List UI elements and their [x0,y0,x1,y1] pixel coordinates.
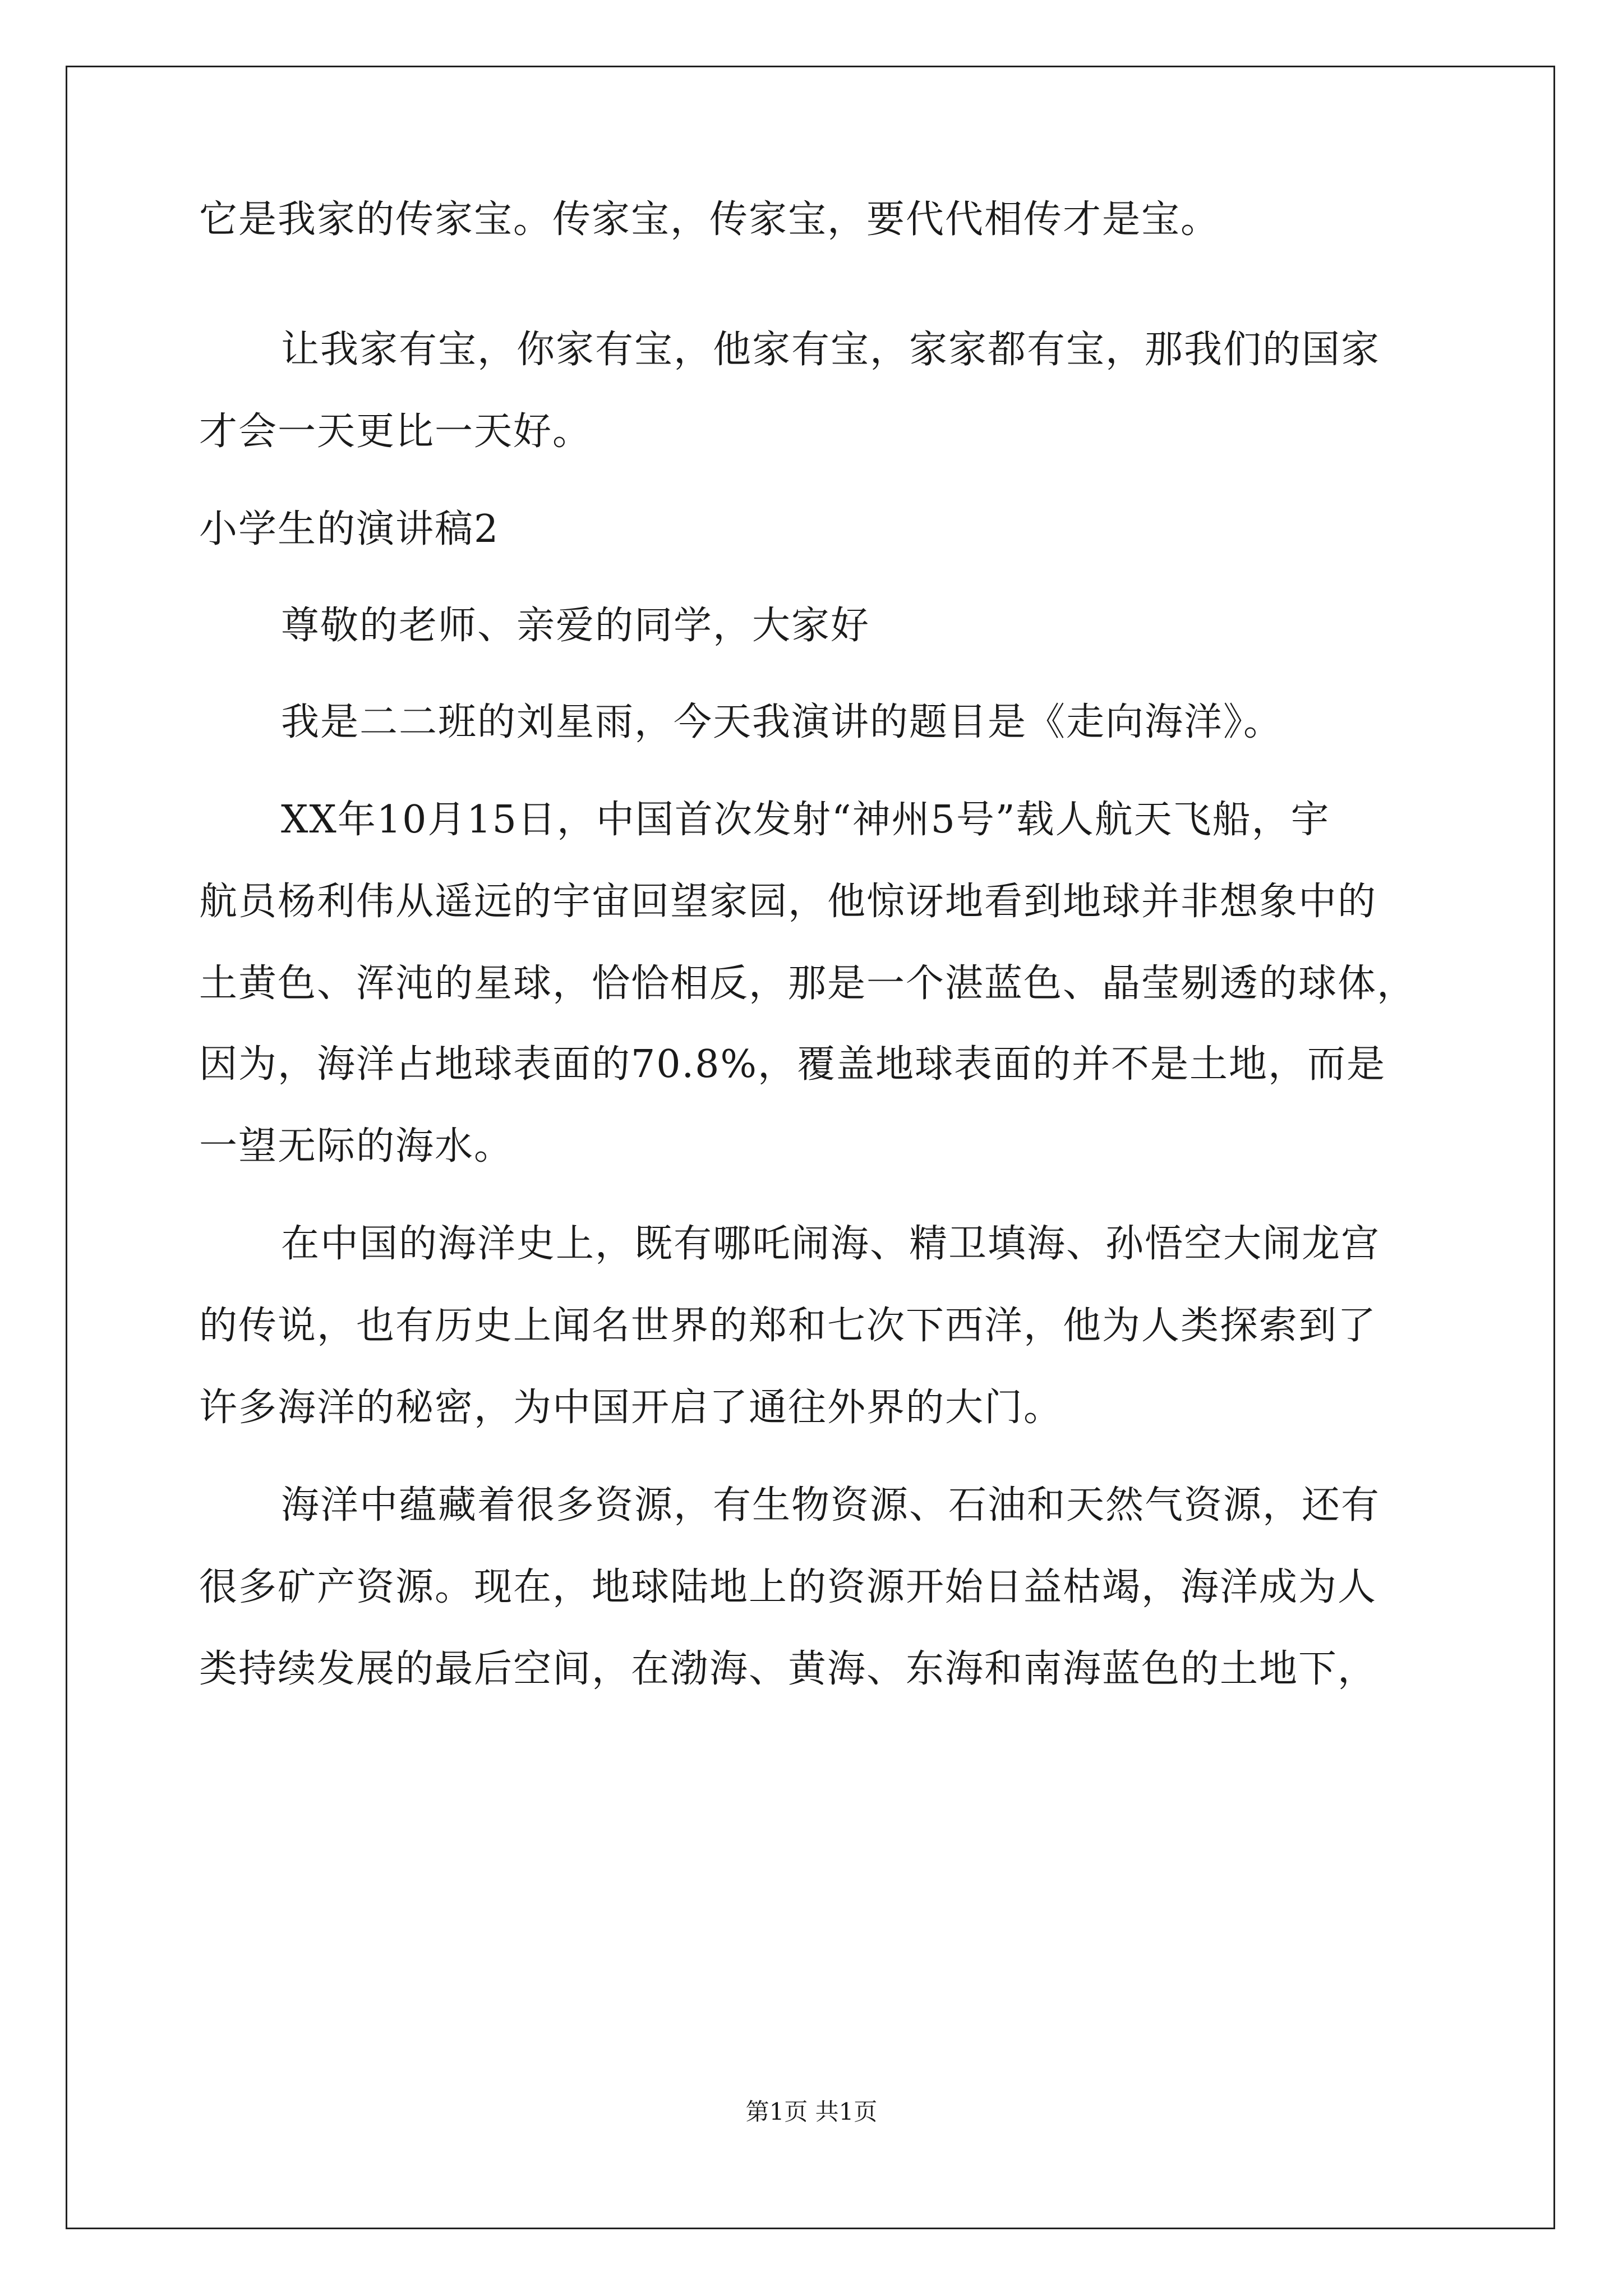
text-line: 很多矿产资源。现在，地球陆地上的资源开始日益枯竭，海洋成为人 [199,1565,1377,1609]
page-footer: 第1页 共1页 [745,2098,878,2125]
text-line: 许多海洋的秘密，为中国开启了通往外界的大门。 [199,1386,1063,1430]
text-line: XX年10月15日，中国首次发射“神州5号”载人航天飞船，宇 [281,798,1330,842]
text-line: 我是二二班的刘星雨，今天我演讲的题目是《走向海洋》。 [281,700,1283,744]
text-line: 的传说，也有历史上闻名世界的郑和七次下西洋，他为人类探索到了 [199,1304,1377,1348]
text-line: 海洋中蕴藏着很多资源，有生物资源、石油和天然气资源，还有 [281,1483,1381,1527]
section-heading: 小学生的演讲稿2 [199,507,500,551]
text-line: 一望无际的海水。 [199,1124,514,1168]
text-line: 因为，海洋占地球表面的70.8%，覆盖地球表面的并不是土地，而是 [199,1042,1386,1087]
text-line: 类持续发展的最后空间，在渤海、黄海、东海和南海蓝色的土地下， [199,1647,1377,1691]
text-line: 在中国的海洋史上，既有哪吒闹海、精卫填海、孙悟空大闹龙宫 [281,1222,1381,1266]
text-line: 它是我家的传家宝。传家宝，传家宝，要代代相传才是宝。 [199,197,1220,242]
text-line: 让我家有宝，你家有宝，他家有宝，家家都有宝，那我们的国家 [281,328,1381,372]
text-line: 土黄色、浑沌的星球，恰恰相反，那是一个湛蓝色、晶莹剔透的球体， [199,961,1417,1006]
text-line: 才会一天更比一天好。 [199,409,592,454]
text-line: 尊敬的老师、亲爱的同学，大家好 [281,604,870,648]
text-line: 航员杨利伟从遥远的宇宙回望家园，他惊讶地看到地球并非想象中的 [199,880,1377,924]
